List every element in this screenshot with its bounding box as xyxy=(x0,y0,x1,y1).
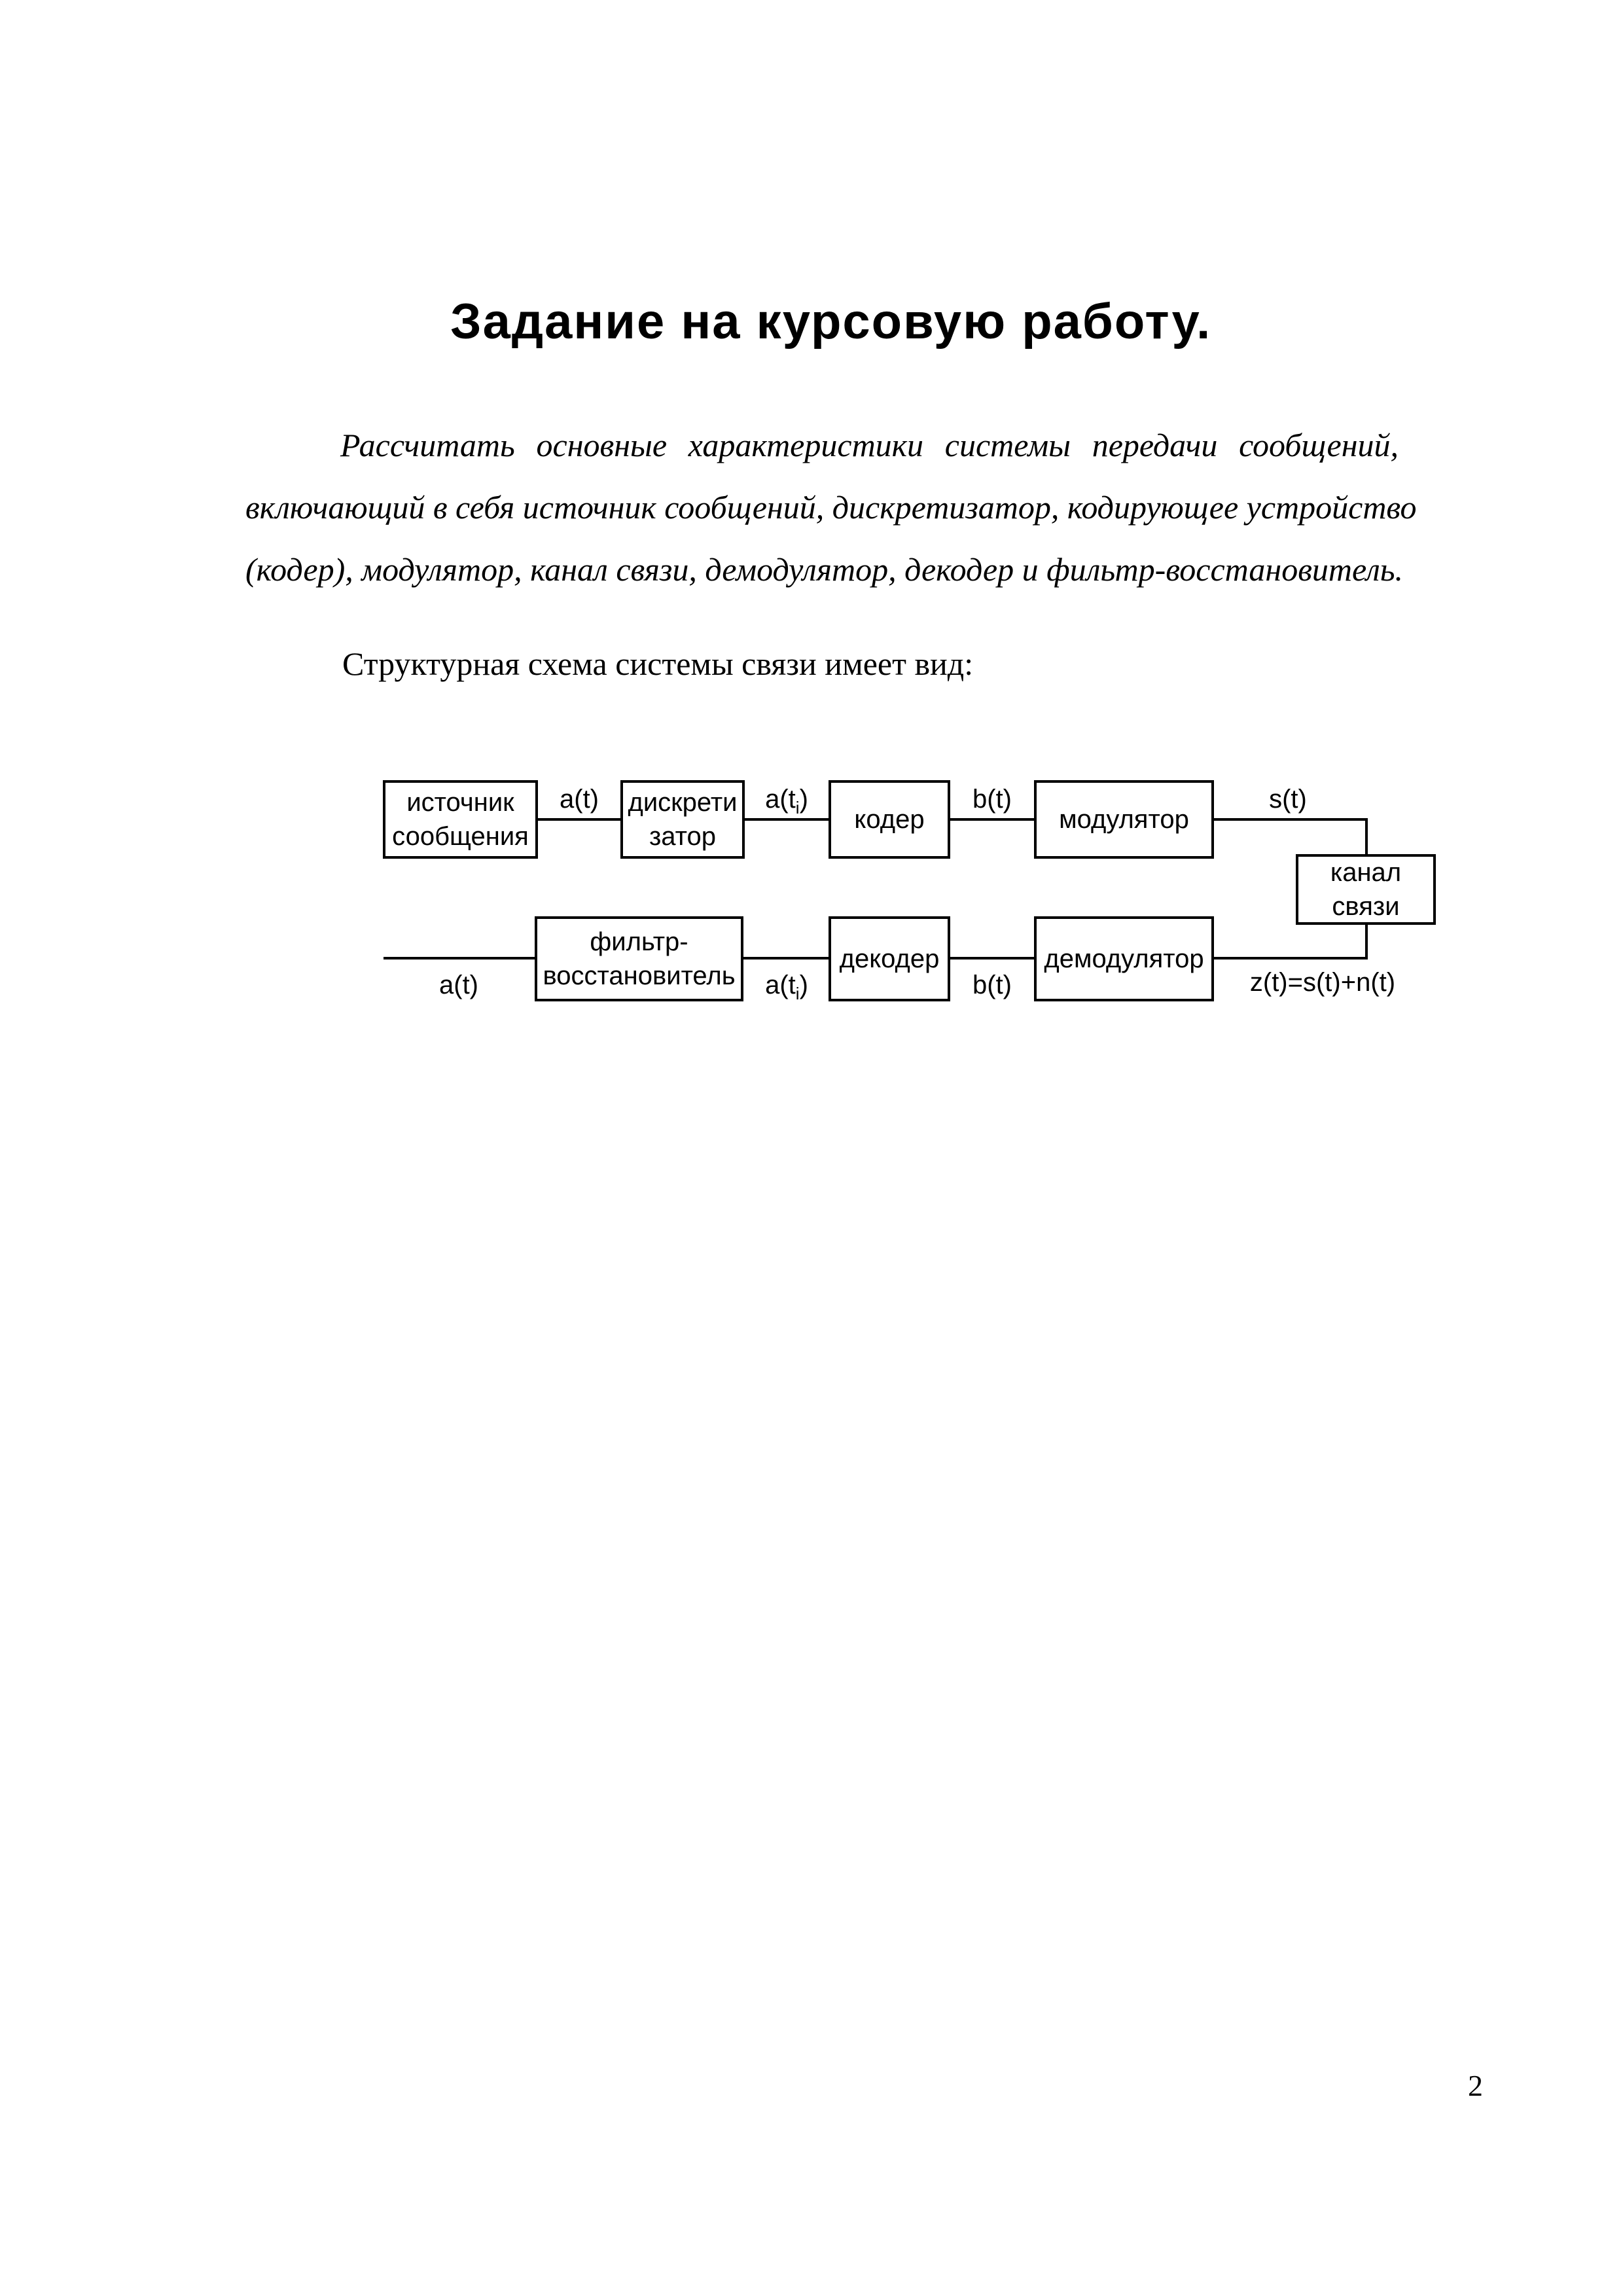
block-channel-line2: связи xyxy=(1332,892,1400,921)
scheme-intro-line: Структурная схема системы связи имеет вид: xyxy=(342,645,974,682)
signal-label-st: s(t) xyxy=(1269,785,1307,814)
block-sampler-line1: дискрети xyxy=(628,788,738,817)
connector-source-sampler xyxy=(538,818,620,821)
block-filter-restorer-line2: восстановитель xyxy=(543,961,736,990)
connector-demodulator-decoder xyxy=(950,957,1037,960)
block-modulator xyxy=(1034,780,1214,859)
signal-label-ati-bottom xyxy=(734,970,839,1003)
ati-bottom-pre: a(t xyxy=(765,971,796,999)
signal-label-bt-bottom: b(t) xyxy=(972,971,1012,999)
block-modulator-line1: модулятор xyxy=(1059,805,1189,834)
block-channel-line1: канал xyxy=(1330,858,1402,887)
paragraph-line-2: включающий в себя источник сообщений, дискретизатор, кодирующее устройство xyxy=(245,489,1417,526)
block-sampler-line2: затор xyxy=(649,822,717,851)
block-decoder-line1: декодер xyxy=(839,944,940,973)
ati-bottom-sub: i xyxy=(795,984,800,1003)
block-decoder xyxy=(829,916,950,1001)
paragraph-line-1: Рассчитать основные характеристики системы передачи сообщений, xyxy=(340,427,1399,463)
connector-decoder-filter xyxy=(741,957,831,960)
block-message-source-line2: сообщения xyxy=(392,822,529,851)
block-demodulator-line1: демодулятор xyxy=(1044,944,1204,973)
page-title: Задание на курсовую работу. xyxy=(450,294,1212,350)
block-coder xyxy=(829,780,950,859)
ati-bottom-post: ) xyxy=(799,971,808,999)
connector-filter-output xyxy=(383,957,537,960)
block-message-source xyxy=(383,780,538,859)
signal-label-bt-top: b(t) xyxy=(972,785,1012,814)
ati-top-post: ) xyxy=(799,785,808,814)
signal-label-ati-top xyxy=(734,784,839,817)
connector-channel-demodulator xyxy=(1214,957,1368,960)
block-filter-restorer-line1: фильтр- xyxy=(590,927,688,956)
block-sampler xyxy=(620,780,745,859)
ati-top-sub: i xyxy=(795,798,800,817)
signal-label-zt: z(t)=s(t)+n(t) xyxy=(1249,968,1396,997)
block-filter-restorer xyxy=(535,916,743,1001)
connector-sampler-coder xyxy=(745,818,829,821)
block-coder-line1: кодер xyxy=(854,805,925,834)
paragraph-line-3: (кодер), модулятор, канал связи, демодулятор, декодер и фильтр-восстановитель. xyxy=(245,551,1404,588)
block-message-source-line1: источник xyxy=(406,788,514,817)
signal-label-at-top: a(t) xyxy=(560,785,599,814)
connector-down-to-channel xyxy=(1365,818,1368,857)
ati-top-pre: a(t xyxy=(765,785,796,814)
connector-channel-down xyxy=(1365,924,1368,958)
signal-label-at-bottom: a(t) xyxy=(439,971,478,999)
page-number: 2 xyxy=(1468,2069,1483,2102)
connector-coder-modulator xyxy=(950,818,1034,821)
block-channel xyxy=(1296,854,1436,925)
connector-modulator-channel xyxy=(1214,818,1368,821)
block-demodulator xyxy=(1034,916,1214,1001)
